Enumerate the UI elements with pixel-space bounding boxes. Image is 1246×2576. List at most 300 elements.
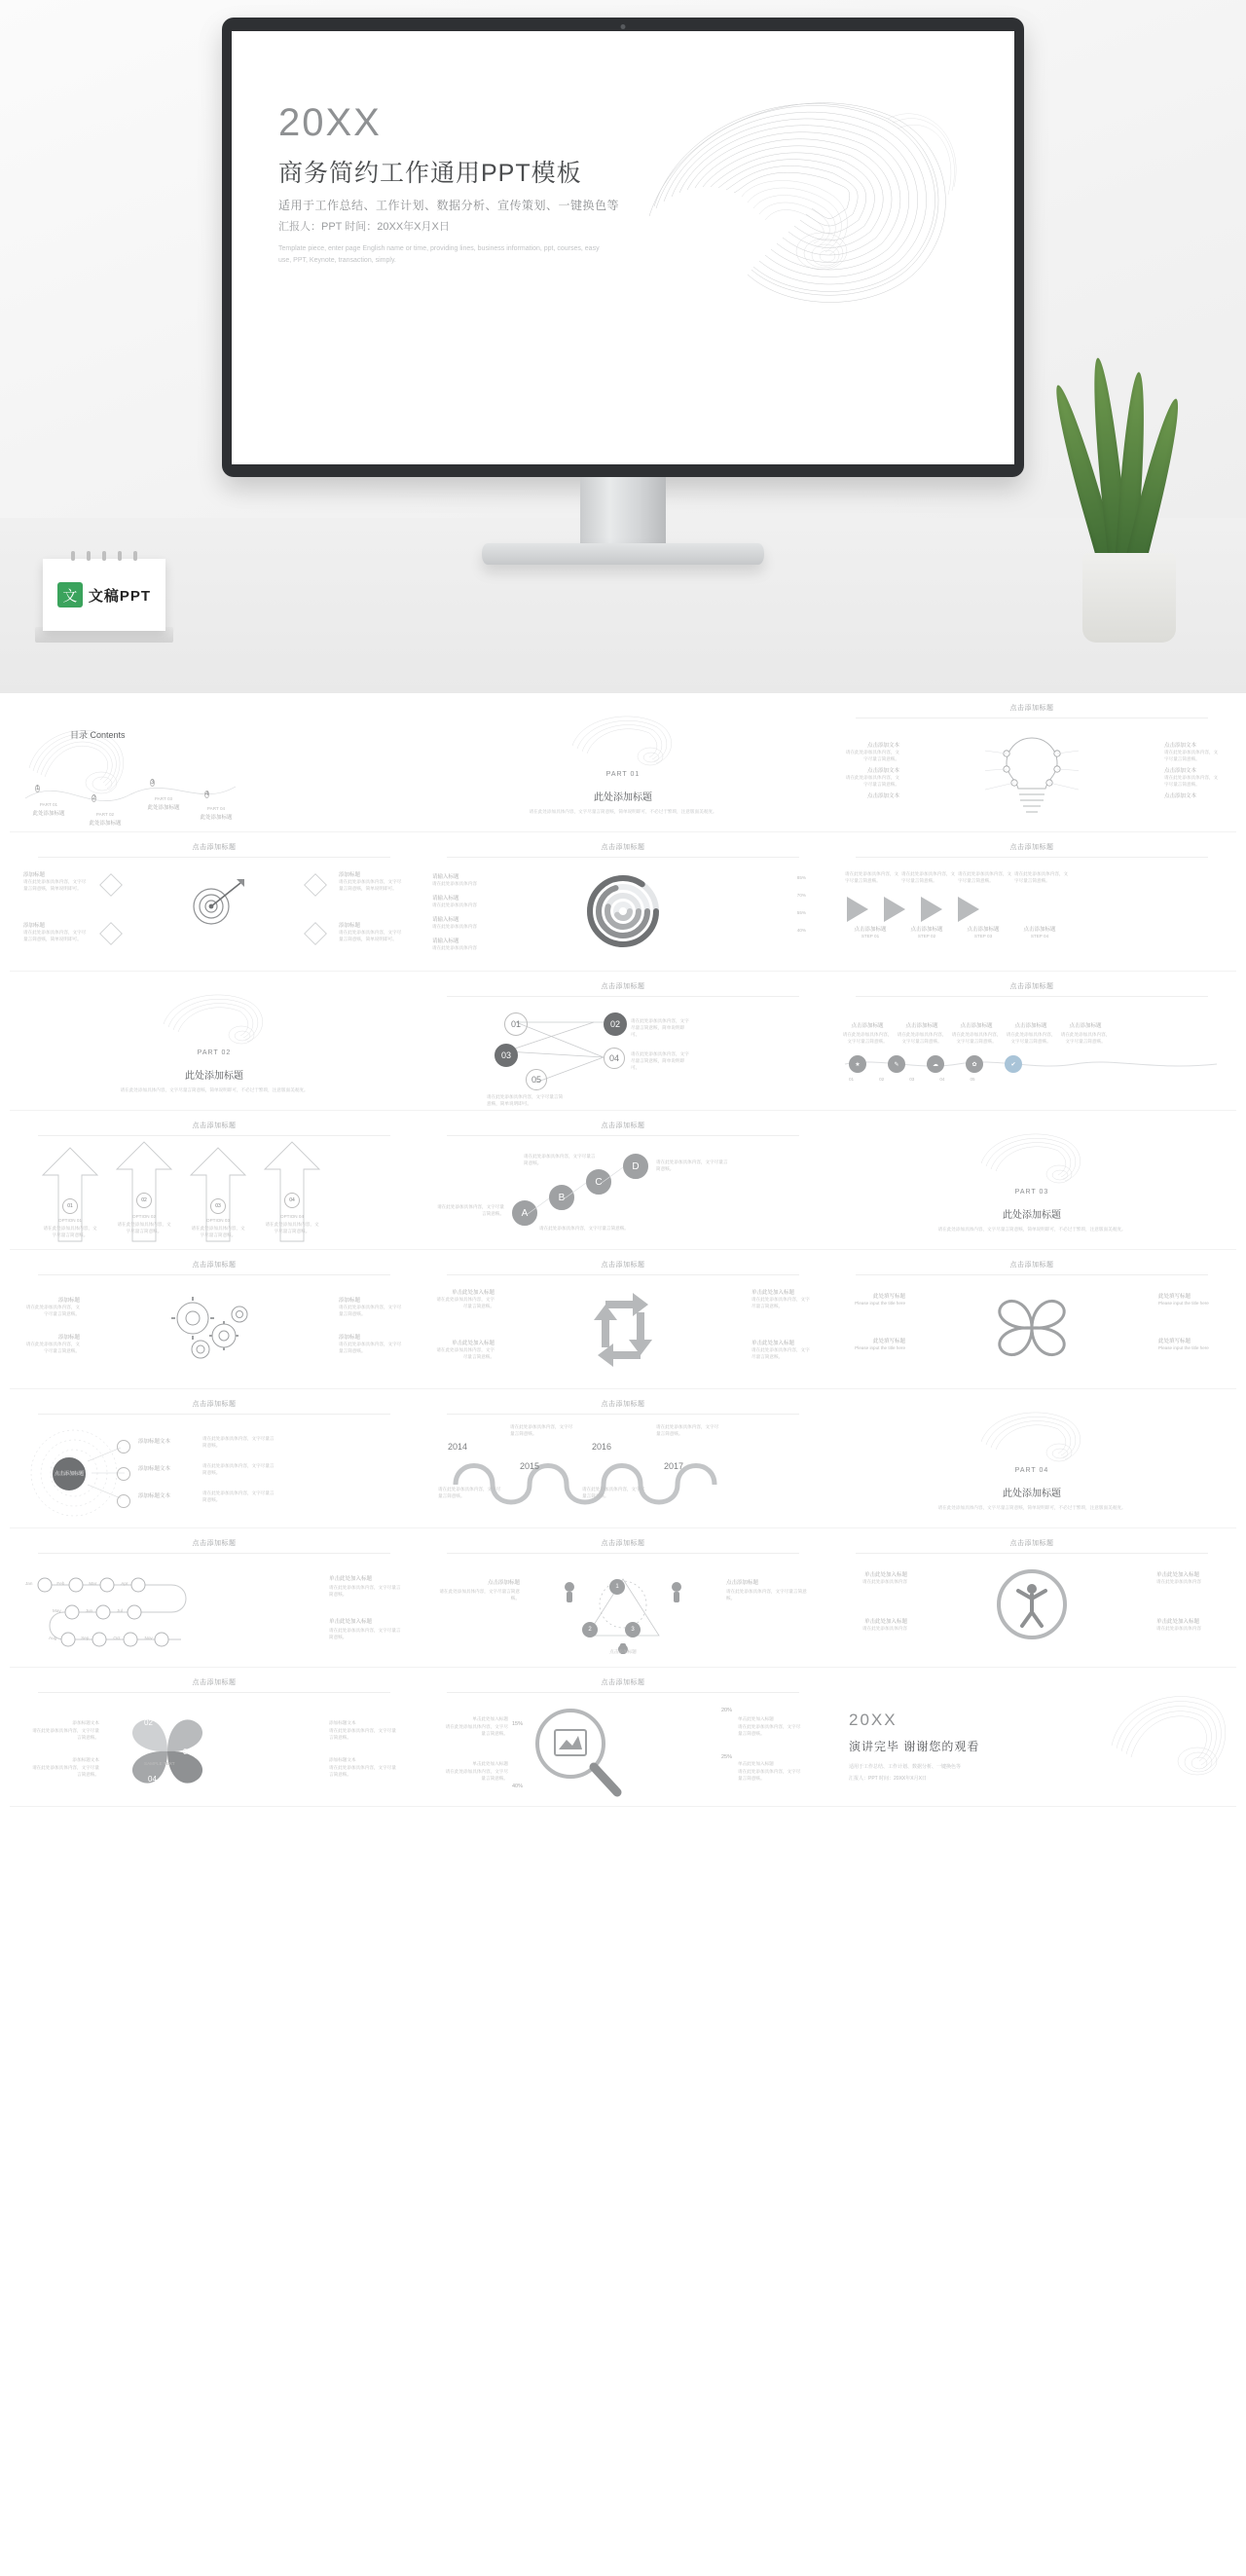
petal-label-2: 此处填写标题 xyxy=(872,1339,905,1344)
bulb-desc-1: 请在此处添加具体内容，文字尽量言简意赅。 xyxy=(845,750,899,761)
legend-1: 85% xyxy=(796,875,806,880)
arrow-no-4[interactable]: 04 xyxy=(284,1193,300,1208)
concentric-rings-chart xyxy=(581,869,665,953)
slide-header: 点击添加标题 xyxy=(827,703,1236,718)
slide-contents[interactable] xyxy=(10,693,419,832)
person-label-4: 单击此处加入标题 xyxy=(1156,1619,1200,1625)
radial-center[interactable]: 点击添加标题 xyxy=(53,1457,86,1490)
part-label: PART 01 xyxy=(605,771,641,778)
step-label-3: 点击添加标题 xyxy=(967,927,1000,933)
magnifier-icon xyxy=(524,1701,629,1802)
slide-rings[interactable] xyxy=(419,832,827,972)
slide-header: 点击添加标题 xyxy=(10,1538,419,1554)
slide-header: 点击添加标题 xyxy=(419,1538,827,1554)
petal-flower-icon xyxy=(993,1289,1071,1367)
radial-label-3: 添加标题文本 xyxy=(138,1493,171,1499)
magnifier-desc-1: 请在此处添加具体内容，文字尽量言简意赅。 xyxy=(445,1724,508,1736)
bulb-label-1: 点击添加文本 xyxy=(866,743,899,749)
timeline-label-1: 点击添加标题 xyxy=(851,1023,884,1029)
slide-header: 点击添加标题 xyxy=(419,1260,827,1275)
slide-english-note: Template piece, enter page English name or time, providing lines, business information, ppt, courses, easy use, PPT, Keynote, transaction, simply. xyxy=(278,245,600,264)
radial-dashed-rings xyxy=(27,1424,154,1522)
timeline-node-4[interactable]: ✿ xyxy=(966,1055,983,1073)
radial-dot-3[interactable] xyxy=(117,1494,130,1508)
check-desc-2: 请在此处添加具体内容 xyxy=(432,902,477,908)
plant-pot xyxy=(1082,553,1176,643)
timeline-desc-2: 请在此处添加具体内容，文字尽量言简意赅。 xyxy=(897,1032,947,1044)
magnifier-label-2: 单击此处加入标题 xyxy=(472,1761,508,1766)
thanks-title: 演讲完毕 谢谢您的观看 xyxy=(849,1740,980,1753)
pinwheel-seg-04: 04 xyxy=(148,1775,157,1784)
legend-4: 40% xyxy=(796,928,806,933)
arrow-desc-3: 请在此处添加具体内容，文字尽量言简意赅。 xyxy=(191,1226,245,1237)
target-desc-2: 请在此处添加具体内容，文字尽量言简意赅，简单说明即可。 xyxy=(23,930,87,941)
bulb-label-5: 点击添加文本 xyxy=(1164,768,1197,774)
gear-label-3: 添加标题 xyxy=(339,1298,361,1304)
thanks-subtitle: 适用于工作总结、工作计划、数据分析、一键换色等 xyxy=(849,1764,962,1770)
petal-desc-3: Please input the title here xyxy=(1158,1301,1209,1306)
arrow-desc-4: 请在此处添加具体内容，文字尽量言简意赅。 xyxy=(265,1222,319,1233)
part-desc: 请在此处添加具体内容，文字尽量言简意赅，简单说明即可，不必过于繁琐，注意版面美观度。 xyxy=(937,1505,1126,1510)
person-label-3: 单击此处加入标题 xyxy=(1156,1572,1200,1578)
year-desc-4: 请在此处添加具体内容，文字尽量言简意赅。 xyxy=(656,1424,719,1436)
step-desc-3: 请在此处添加具体内容，文字尽量言简意赅。 xyxy=(958,871,1012,883)
slide-row xyxy=(10,1111,1236,1250)
swirl-decoration-icon xyxy=(1104,1677,1230,1794)
arrow-desc-1: 请在此处添加具体内容，文字尽量言简意赅。 xyxy=(43,1226,97,1237)
step-no-1: STEP 01 xyxy=(861,934,880,938)
slide-triangle[interactable] xyxy=(419,1528,827,1668)
letter-b[interactable]: B xyxy=(549,1185,574,1210)
swirl-decoration-icon xyxy=(596,60,985,352)
calendar-rings xyxy=(43,551,165,561)
slide-recycle[interactable] xyxy=(419,1250,827,1389)
abcd-desc-b: 请在此处添加具体内容，文字尽量言简意赅。 xyxy=(524,1154,596,1165)
check-desc-4: 请在此处添加具体内容 xyxy=(432,945,477,951)
timeline-label-2: 点击添加标题 xyxy=(905,1023,938,1029)
slide-target[interactable] xyxy=(10,832,419,972)
arrow-no-2[interactable]: 02 xyxy=(136,1193,152,1208)
slide-thanks[interactable] xyxy=(827,1668,1236,1807)
month-note-desc-2: 请在此处添加具体内容，文字尽量言简意赅。 xyxy=(329,1628,401,1639)
node-01[interactable]: 01 xyxy=(504,1012,528,1036)
slide-gears[interactable] xyxy=(10,1250,419,1389)
petal-desc-1: Please input the title here xyxy=(855,1301,905,1306)
slide-radial-list[interactable] xyxy=(10,1389,419,1528)
recycle-desc-3: 请在此处添加具体内容，文字尽量言简意赅。 xyxy=(751,1297,810,1308)
radial-dot-1[interactable] xyxy=(117,1440,130,1454)
node-03[interactable]: 03 xyxy=(495,1044,518,1067)
arrow-no-3[interactable]: 03 xyxy=(210,1198,226,1214)
swirl-decoration-icon xyxy=(565,707,681,769)
recycle-label-4: 单击此处加入标题 xyxy=(751,1341,795,1346)
contents-part-4: PART 04 xyxy=(206,806,226,811)
pinwheel-seg-02: 02 xyxy=(144,1718,153,1727)
target-label-4: 添加标题 xyxy=(339,923,361,929)
slide-header: 点击添加标题 xyxy=(827,981,1236,997)
arrow-label-1: OPTION 01 xyxy=(58,1218,82,1223)
check-label-1: 请输入标题 xyxy=(432,874,459,880)
months-row-2: May Jun Jul xyxy=(53,1608,123,1613)
magnifier-pct-2: 20% xyxy=(720,1708,732,1713)
slide-abcd[interactable] xyxy=(419,1111,827,1250)
calendar-sheet xyxy=(43,559,165,631)
bulb-label-3: 点击添加文本 xyxy=(866,793,899,799)
step-label-1: 点击添加标题 xyxy=(854,927,887,933)
arrow-label-2: OPTION 02 xyxy=(132,1214,156,1219)
part-desc: 请在此处添加具体内容，文字尽量言简意赅，简单说明即可，不必过于繁琐，注意版面美观度。 xyxy=(120,1087,309,1092)
slide-part04[interactable] xyxy=(827,1389,1236,1528)
slide-header: 点击添加标题 xyxy=(827,1538,1236,1554)
petal-label-4: 此处填写标题 xyxy=(1158,1339,1191,1344)
bulb-desc-5: 请在此处添加具体内容，文字尽量言简意赅。 xyxy=(1164,775,1219,787)
slide-header: 点击添加标题 xyxy=(419,981,827,997)
letter-d[interactable]: D xyxy=(623,1154,648,1179)
slide-header: 点击添加标题 xyxy=(419,842,827,858)
contents-node-3[interactable]: 3 xyxy=(151,780,155,786)
triangle-desc-2: 请在此处添加具体内容，文字尽量言简意赅。 xyxy=(726,1589,807,1601)
slide-pinwheel[interactable] xyxy=(10,1668,419,1807)
gear-desc-4: 请在此处添加具体内容，文字尽量言简意赅。 xyxy=(339,1342,402,1353)
petal-desc-2: Please input the title here xyxy=(855,1345,905,1350)
target-desc-3: 请在此处添加具体内容，文字尽量言简意赅，简单说明即可。 xyxy=(339,879,402,891)
contents-node-1[interactable]: 1 xyxy=(36,786,40,791)
gear-label-4: 添加标题 xyxy=(339,1335,361,1341)
step-no-2: STEP 02 xyxy=(917,934,936,938)
chevron-row xyxy=(847,897,979,922)
chevron-2-icon[interactable] xyxy=(884,897,905,922)
radial-label-1: 添加标题文本 xyxy=(138,1439,171,1445)
timeline-desc-1: 请在此处添加具体内容，文字尽量言简意赅。 xyxy=(842,1032,893,1044)
magnifier-pct-4: 40% xyxy=(512,1784,524,1789)
timeline-label-4: 点击添加标题 xyxy=(1014,1023,1047,1029)
gear-desc-1: 请在此处添加具体内容，文字尽量言简意赅。 xyxy=(25,1305,80,1316)
target-label-3: 添加标题 xyxy=(339,872,361,878)
target-desc-4: 请在此处添加具体内容，文字尽量言简意赅，简单说明即可。 xyxy=(339,930,402,941)
month-note-desc-1: 请在此处添加具体内容，文字尽量言简意赅。 xyxy=(329,1585,401,1597)
slide-row xyxy=(10,832,1236,972)
slide-subtitle: 适用于工作总结、工作计划、数据分析、宣传策划、一键换色等 xyxy=(278,199,620,212)
slide-petals[interactable] xyxy=(827,1250,1236,1389)
timeline-numbers: 01 02 03 04 05 xyxy=(849,1077,975,1082)
gears-icon xyxy=(156,1289,273,1371)
bulb-label-2: 点击添加文本 xyxy=(866,768,899,774)
person-desc-1: 请在此处添加具体内容 xyxy=(862,1579,907,1584)
letter-c[interactable]: C xyxy=(586,1169,611,1195)
timeline-node-3[interactable]: ☁ xyxy=(927,1055,944,1073)
year-2: 2015 xyxy=(520,1461,540,1471)
slide-header: 点击添加标题 xyxy=(827,1260,1236,1275)
contents-part-1: PART 01 xyxy=(39,802,58,807)
node-desc-05: 请在此处添加具体内容，文字尽量言简意赅，简单说明即可。 xyxy=(487,1094,564,1106)
check-desc-1: 请在此处添加具体内容 xyxy=(432,881,477,887)
month-note-label-1: 单击此处加入标题 xyxy=(329,1576,373,1582)
year-desc-2: 请在此处添加具体内容，文字尽量言简意赅。 xyxy=(510,1424,573,1436)
part-title: 此处添加标题 xyxy=(1003,1210,1061,1221)
person-label-1: 单击此处加入标题 xyxy=(863,1572,907,1578)
bulb-desc-2: 请在此处添加具体内容，文字尽量言简意赅。 xyxy=(845,775,899,787)
recycle-label-1: 单击此处加入标题 xyxy=(451,1290,495,1296)
person-desc-4: 请在此处添加具体内容 xyxy=(1156,1626,1201,1631)
timeline-desc-3: 请在此处添加具体内容，文字尽量言简意赅。 xyxy=(951,1032,1002,1044)
months-row-3: Aug Sep Oct Nov xyxy=(49,1636,153,1640)
month-note-label-2: 单击此处加入标题 xyxy=(329,1619,373,1625)
contents-label-2: 此处添加标题 xyxy=(89,821,122,827)
slide-row xyxy=(10,1250,1236,1389)
slide-magnifier[interactable] xyxy=(419,1668,827,1807)
swirl-decoration-icon xyxy=(156,985,273,1048)
target-desc-1: 请在此处添加具体内容，文字尽量言简意赅，简单说明即可。 xyxy=(23,879,87,891)
monitor-stand-neck xyxy=(580,477,666,547)
triangle-label-2: 点击添加标题 xyxy=(726,1580,759,1586)
recycle-desc-4: 请在此处添加具体内容，文字尽量言简意赅。 xyxy=(751,1347,810,1359)
target-label-1: 添加标题 xyxy=(23,872,46,878)
bulb-label-4: 点击添加文本 xyxy=(1164,743,1197,749)
slide-header: 点击添加标题 xyxy=(827,842,1236,858)
pinwheel-desc-2: 请在此处添加具体内容，文字尽量言简意赅。 xyxy=(32,1765,99,1777)
abcd-desc-d: 请在此处添加具体内容，文字尽量言简意赅。 xyxy=(656,1159,728,1171)
slide-header: 点击添加标题 xyxy=(419,1677,827,1693)
part-title: 此处添加标题 xyxy=(594,792,652,803)
timeline-node-1[interactable]: ★ xyxy=(849,1055,866,1073)
step-label-4: 点击添加标题 xyxy=(1023,927,1056,933)
radial-desc-1: 请在此处添加具体内容，文字尽量言简意赅。 xyxy=(202,1436,275,1448)
plant-decoration xyxy=(1051,370,1207,643)
node-desc-02: 请在此处添加具体内容，文字尽量言简意赅，简单说明即可。 xyxy=(631,1018,689,1037)
triangle-node-2[interactable]: 2 xyxy=(582,1622,598,1638)
monitor-stand-base xyxy=(482,543,764,565)
slide-nodes[interactable] xyxy=(419,972,827,1111)
contents-part-3: PART 03 xyxy=(154,796,173,801)
slide-part02[interactable] xyxy=(10,972,419,1111)
timeline-node-2[interactable]: ✎ xyxy=(888,1055,905,1073)
magnifier-pct-3: 25% xyxy=(720,1754,732,1760)
letter-a[interactable]: A xyxy=(512,1200,537,1226)
check-label-2: 请输入标题 xyxy=(432,896,459,902)
slide-row xyxy=(10,693,1236,832)
contents-node-2[interactable]: 2 xyxy=(92,795,96,801)
slide-lightbulb[interactable] xyxy=(827,693,1236,832)
timeline-label-5: 点击添加标题 xyxy=(1069,1023,1102,1029)
thanks-meta: 汇报人：PPT 时间：20XX年X月X日 xyxy=(849,1776,927,1782)
triangle-label-1: 点击添加标题 xyxy=(487,1580,520,1586)
check-label-4: 请输入标题 xyxy=(432,938,459,944)
node-desc-04: 请在此处添加具体内容，文字尽量言简意赅，简单说明即可。 xyxy=(631,1051,689,1070)
magnifier-label-3: 单击此处加入标题 xyxy=(738,1716,774,1721)
node-02[interactable]: 02 xyxy=(604,1012,627,1036)
contents-label-4: 此处添加标题 xyxy=(200,815,233,821)
brand-logo-icon: 文 xyxy=(57,582,83,607)
contents-label-1: 此处添加标题 xyxy=(32,811,65,817)
step-desc-2: 请在此处添加具体内容，文字尽量言简意赅。 xyxy=(901,871,956,883)
slide-chevron-steps[interactable] xyxy=(827,832,1236,972)
brand-name: 文稿PPT xyxy=(88,587,152,605)
check-item-3 xyxy=(432,916,496,931)
check-item-2 xyxy=(432,895,496,909)
target-label-2: 添加标题 xyxy=(23,923,46,929)
step-no-3: STEP 03 xyxy=(973,934,993,938)
gear-desc-2: 请在此处添加具体内容，文字尽量言简意赅。 xyxy=(25,1342,80,1353)
pinwheel-label-2: 添加标题文本 xyxy=(72,1757,99,1762)
person-desc-2: 请在此处添加具体内容 xyxy=(862,1626,907,1631)
slide-years[interactable] xyxy=(419,1389,827,1528)
part-desc: 请在此处添加具体内容，文字尽量言简意赅，简单说明即可，不必过于繁琐，注意版面美观度。 xyxy=(937,1227,1126,1232)
gear-desc-3: 请在此处添加具体内容，文字尽量言简意赅。 xyxy=(339,1305,402,1316)
slide-icon-timeline[interactable] xyxy=(827,972,1236,1111)
triangle-label-3: 点击添加标题 xyxy=(609,1649,637,1654)
check-label-3: 请输入标题 xyxy=(432,917,459,923)
magnifier-desc-2: 请在此处添加具体内容，文字尽量言简意赅。 xyxy=(445,1769,508,1781)
legend-2: 70% xyxy=(796,893,806,898)
timeline-desc-5: 请在此处添加具体内容，文字尽量言简意赅。 xyxy=(1060,1032,1111,1044)
slide-row xyxy=(10,1668,1236,1807)
pinwheel-desc-3: 请在此处添加具体内容，文字尽量言简意赅。 xyxy=(329,1728,396,1740)
slide-header: 点击添加标题 xyxy=(419,1399,827,1415)
pinwheel-desc-4: 请在此处添加具体内容，文字尽量言简意赅。 xyxy=(329,1765,396,1777)
slide-row xyxy=(10,1389,1236,1528)
year-desc-1: 请在此处添加具体内容，文字尽量言简意赅。 xyxy=(438,1487,501,1498)
part-label: PART 02 xyxy=(197,1049,232,1056)
slide-row xyxy=(10,972,1236,1111)
bulb-desc-4: 请在此处添加具体内容，文字尽量言简意赅。 xyxy=(1164,750,1219,761)
abcd-desc-c: 请在此处添加具体内容，文字尽量言简意赅。 xyxy=(539,1226,629,1231)
radial-desc-3: 请在此处添加具体内容，文字尽量言简意赅。 xyxy=(202,1490,275,1502)
diamond-markers xyxy=(10,832,419,972)
check-item-4 xyxy=(432,938,496,952)
slide-header: 点击添加标题 xyxy=(10,1677,419,1693)
arrow-label-4: OPTION 04 xyxy=(280,1214,304,1219)
person-desc-3: 请在此处添加具体内容 xyxy=(1156,1579,1201,1584)
gear-label-2: 添加标题 xyxy=(57,1335,80,1341)
timeline-node-5[interactable]: ✔ xyxy=(1005,1055,1022,1073)
recycle-desc-1: 请在此处添加具体内容，文字尽量言简意赅。 xyxy=(436,1297,495,1308)
slide-up-arrows[interactable] xyxy=(10,1111,419,1250)
arrow-label-3: OPTION 03 xyxy=(206,1218,230,1223)
pinwheel-label-3: 添加标题文本 xyxy=(329,1720,356,1725)
year-1: 2014 xyxy=(448,1442,468,1452)
magnifier-desc-4: 请在此处添加具体内容，文字尽量言简意赅。 xyxy=(738,1769,801,1781)
step-desc-1: 请在此处添加具体内容，文字尽量言简意赅。 xyxy=(845,871,899,883)
arrow-desc-2: 请在此处添加具体内容，文字尽量言简意赅。 xyxy=(117,1222,171,1233)
step-label-2: 点击添加标题 xyxy=(910,927,943,933)
node-04[interactable]: 04 xyxy=(604,1048,625,1069)
legend-3: 55% xyxy=(796,910,806,915)
person-label-2: 单击此处加入标题 xyxy=(863,1619,907,1625)
triangle-desc-1: 请在此处添加具体内容，文字尽量言简意赅。 xyxy=(439,1589,520,1601)
recycle-label-2: 单击此处加入标题 xyxy=(451,1341,495,1346)
months-row-1: Jan Feb Mar Apr xyxy=(25,1581,128,1586)
node-05[interactable]: 05 xyxy=(526,1069,547,1090)
slide-thumbnail-grid xyxy=(0,693,1246,1807)
slide-person-ring[interactable] xyxy=(827,1528,1236,1668)
contents-label-3: 此处添加标题 xyxy=(147,805,180,811)
triangle-node-3[interactable]: 3 xyxy=(625,1622,641,1638)
slide-header: 点击添加标题 xyxy=(10,1399,419,1415)
recycle-desc-2: 请在此处添加具体内容，文字尽量言简意赅。 xyxy=(436,1347,495,1359)
radial-dot-2[interactable] xyxy=(117,1467,130,1481)
gear-label-1: 添加标题 xyxy=(57,1298,80,1304)
abcd-desc-a: 请在此处添加具体内容，文字尽量言简意赅。 xyxy=(437,1204,504,1216)
year-3: 2016 xyxy=(592,1442,612,1452)
pinwheel-seg-01: 01 xyxy=(125,1749,133,1758)
slide-header: 点击添加标题 xyxy=(10,1121,419,1136)
slide-year: 20XX xyxy=(278,101,382,144)
contents-part-2: PART 02 xyxy=(95,812,115,817)
recycle-label-3: 单击此处加入标题 xyxy=(751,1290,795,1296)
slide-main-title: 商务简约工作通用PPT模板 xyxy=(278,160,582,187)
chevron-1-icon[interactable] xyxy=(847,897,868,922)
triangle-node-1[interactable]: 1 xyxy=(609,1579,625,1595)
slide-months[interactable] xyxy=(10,1528,419,1668)
part-desc: 请在此处添加具体内容，文字尽量言简意赅，简单说明即可，不必过于繁琐，注意版面美观度。 xyxy=(529,809,717,814)
recycle-arrows-icon xyxy=(576,1283,670,1373)
person-in-circle-icon xyxy=(995,1567,1069,1641)
slide-header: 点击添加标题 xyxy=(10,842,419,858)
slide-meta: 汇报人：PPT 时间：20XX年X月X日 xyxy=(278,221,450,233)
part-title: 此处添加标题 xyxy=(185,1071,243,1082)
monitor-frame xyxy=(222,18,1024,477)
contents-node-4[interactable]: 4 xyxy=(205,791,209,797)
arrow-no-1[interactable]: 01 xyxy=(62,1198,78,1214)
radial-desc-2: 请在此处添加具体内容，文字尽量言简意赅。 xyxy=(202,1463,275,1475)
magnifier-pct-1: 15% xyxy=(512,1721,524,1727)
pinwheel-desc-1: 请在此处添加具体内容，文字尽量言简意赅。 xyxy=(32,1728,99,1740)
slide-header: 点击添加标题 xyxy=(10,1260,419,1275)
title-slide xyxy=(232,31,1014,464)
petal-label-3: 此处填写标题 xyxy=(1158,1294,1191,1300)
bulb-label-6: 点击添加文本 xyxy=(1164,793,1197,799)
pinwheel-label-1: 添加标题文本 xyxy=(72,1720,99,1725)
webcam-icon xyxy=(621,24,626,29)
triangle-diagram xyxy=(550,1562,696,1655)
timeline-desc-4: 请在此处添加具体内容，文字尽量言简意赅。 xyxy=(1006,1032,1056,1044)
part-label: PART 04 xyxy=(1014,1467,1049,1474)
step-no-4: STEP 04 xyxy=(1030,934,1049,938)
check-desc-3: 请在此处添加具体内容 xyxy=(432,924,477,930)
slide-part03[interactable] xyxy=(827,1111,1236,1250)
pinwheel-seg-03: 03 xyxy=(183,1748,192,1756)
slide-part01[interactable] xyxy=(419,693,827,832)
desk-calendar xyxy=(27,549,171,643)
check-item-1 xyxy=(432,873,496,888)
timeline-nodes xyxy=(849,1055,1022,1073)
part-title: 此处添加标题 xyxy=(1003,1489,1061,1499)
chevron-4-icon[interactable] xyxy=(958,897,979,922)
year-desc-3: 请在此处添加具体内容，文字尽量言简意赅。 xyxy=(582,1487,645,1498)
thanks-year: 20XX xyxy=(849,1711,898,1729)
chevron-3-icon[interactable] xyxy=(921,897,942,922)
petal-desc-4: Please input the title here xyxy=(1158,1345,1209,1350)
magnifier-label-1: 单击此处加入标题 xyxy=(472,1716,508,1721)
magnifier-desc-3: 请在此处添加具体内容，文字尽量言简意赅。 xyxy=(738,1724,801,1736)
pinwheel-sample-text: SAMPLE TEXT xyxy=(144,1761,175,1766)
slide-row xyxy=(10,1528,1236,1668)
hero-section xyxy=(0,0,1246,693)
part-label: PART 03 xyxy=(1014,1189,1049,1196)
petal-label-1: 此处填写标题 xyxy=(872,1294,905,1300)
lightbulb-icon xyxy=(985,724,1079,822)
radial-label-2: 添加标题文本 xyxy=(138,1466,171,1472)
step-desc-4: 请在此处添加具体内容，文字尽量言简意赅。 xyxy=(1014,871,1069,883)
slide-header: 点击添加标题 xyxy=(419,1121,827,1136)
swirl-decoration-icon xyxy=(973,1124,1090,1187)
timeline-label-3: 点击添加标题 xyxy=(960,1023,993,1029)
year-4: 2017 xyxy=(664,1461,684,1471)
contents-title: 目录 Contents xyxy=(70,730,126,740)
magnifier-label-4: 单击此处加入标题 xyxy=(738,1761,774,1766)
pinwheel-label-4: 添加标题文本 xyxy=(329,1757,356,1762)
swirl-decoration-icon xyxy=(973,1403,1090,1465)
